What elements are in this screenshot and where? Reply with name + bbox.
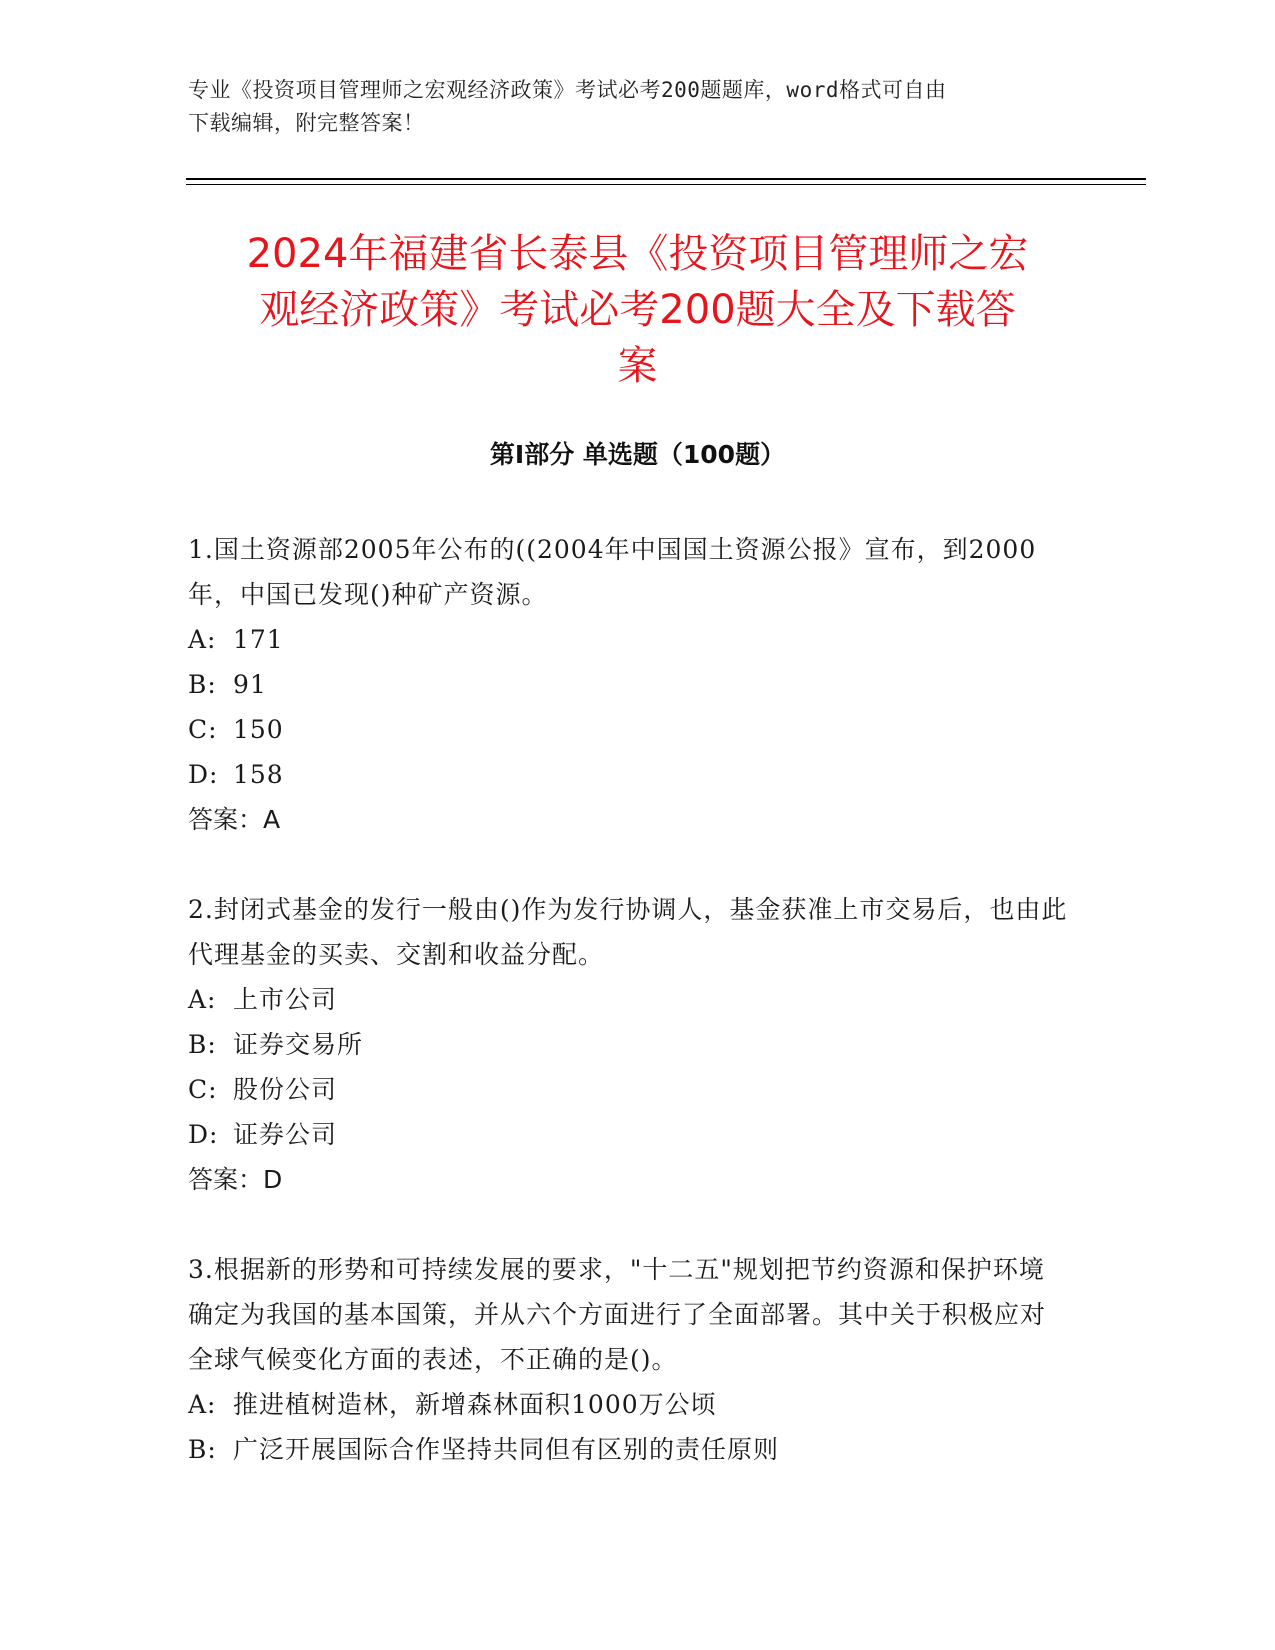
- header-note-line-1: 专业《投资项目管理师之宏观经济政策》考试必考200题题库，word格式可自由: [188, 78, 947, 102]
- question-stem: 1.国土资源部2005年公布的((2004年中国国土资源公报》宣布，到2000年，中国已发现()种矿产资源。: [188, 535, 1037, 609]
- header-divider-thick: [186, 178, 1146, 180]
- question-stem: 2.封闭式基金的发行一般由()作为发行协调人，基金获准上市交易后，也由此代理基金的买卖、交割和收益分配。: [188, 895, 1068, 969]
- option-key: C:: [188, 1075, 218, 1104]
- question-1: [188, 527, 1068, 842]
- option-key: B:: [188, 1030, 217, 1059]
- option-c: [188, 1067, 1068, 1112]
- header-note-line-2: 下载编辑，附完整答案！: [188, 111, 425, 135]
- option-key: A:: [188, 1390, 217, 1419]
- option-c: [188, 707, 1068, 752]
- option-text: 广泛开展国际合作坚持共同但有区别的责任原则: [233, 1435, 780, 1464]
- option-d: [188, 752, 1068, 797]
- document-title-line-3: 案: [617, 343, 658, 389]
- option-key: D:: [188, 760, 219, 789]
- answer-value: D: [263, 1165, 283, 1194]
- document-title-line-2: 观经济政策》考试必考200题大全及下载答: [259, 287, 1016, 333]
- question-list: [188, 527, 1068, 1517]
- answer-value: A: [263, 805, 281, 834]
- answer: [188, 1157, 1068, 1202]
- option-key: D:: [188, 1120, 219, 1149]
- option-key: A:: [188, 985, 217, 1014]
- question-2: [188, 887, 1068, 1202]
- option-a: [188, 617, 1068, 662]
- option-a: [188, 977, 1068, 1022]
- option-b: [188, 662, 1068, 707]
- option-text: 171: [233, 625, 284, 654]
- answer-prefix: 答案：: [188, 805, 264, 834]
- option-text: 91: [233, 670, 267, 699]
- option-text: 证券交易所: [233, 1030, 364, 1059]
- section-title: 第Ⅰ部分 单选题（100题）: [489, 440, 786, 469]
- option-key: B:: [188, 1435, 217, 1464]
- answer: [188, 797, 1068, 842]
- question-3: [188, 1247, 1068, 1472]
- document-title-line-1: 2024年福建省长泰县《投资项目管理师之宏: [246, 231, 1029, 277]
- header-divider-thin: [186, 184, 1146, 185]
- option-b: [188, 1427, 1068, 1472]
- header-note: [188, 74, 1068, 140]
- answer-prefix: 答案：: [188, 1165, 264, 1194]
- option-text: 上市公司: [233, 985, 338, 1014]
- option-key: A:: [188, 625, 217, 654]
- option-a: [188, 1382, 1068, 1427]
- option-text: 150: [233, 715, 284, 744]
- document-title: [150, 226, 1125, 394]
- option-text: 股份公司: [233, 1075, 338, 1104]
- question-stem: 3.根据新的形势和可持续发展的要求，"十二五"规划把节约资源和保护环境确定为我国的基本国策，并从六个方面进行了全面部署。其中关于积极应对全球气候变化方面的表述，不正确的是()。: [188, 1255, 1047, 1374]
- option-d: [188, 1112, 1068, 1157]
- option-text: 证券公司: [233, 1120, 338, 1149]
- option-b: [188, 1022, 1068, 1067]
- option-key: C:: [188, 715, 218, 744]
- option-key: B:: [188, 670, 217, 699]
- option-text: 推进植树造林，新增森林面积1000万公顷: [233, 1390, 717, 1419]
- option-text: 158: [233, 760, 284, 789]
